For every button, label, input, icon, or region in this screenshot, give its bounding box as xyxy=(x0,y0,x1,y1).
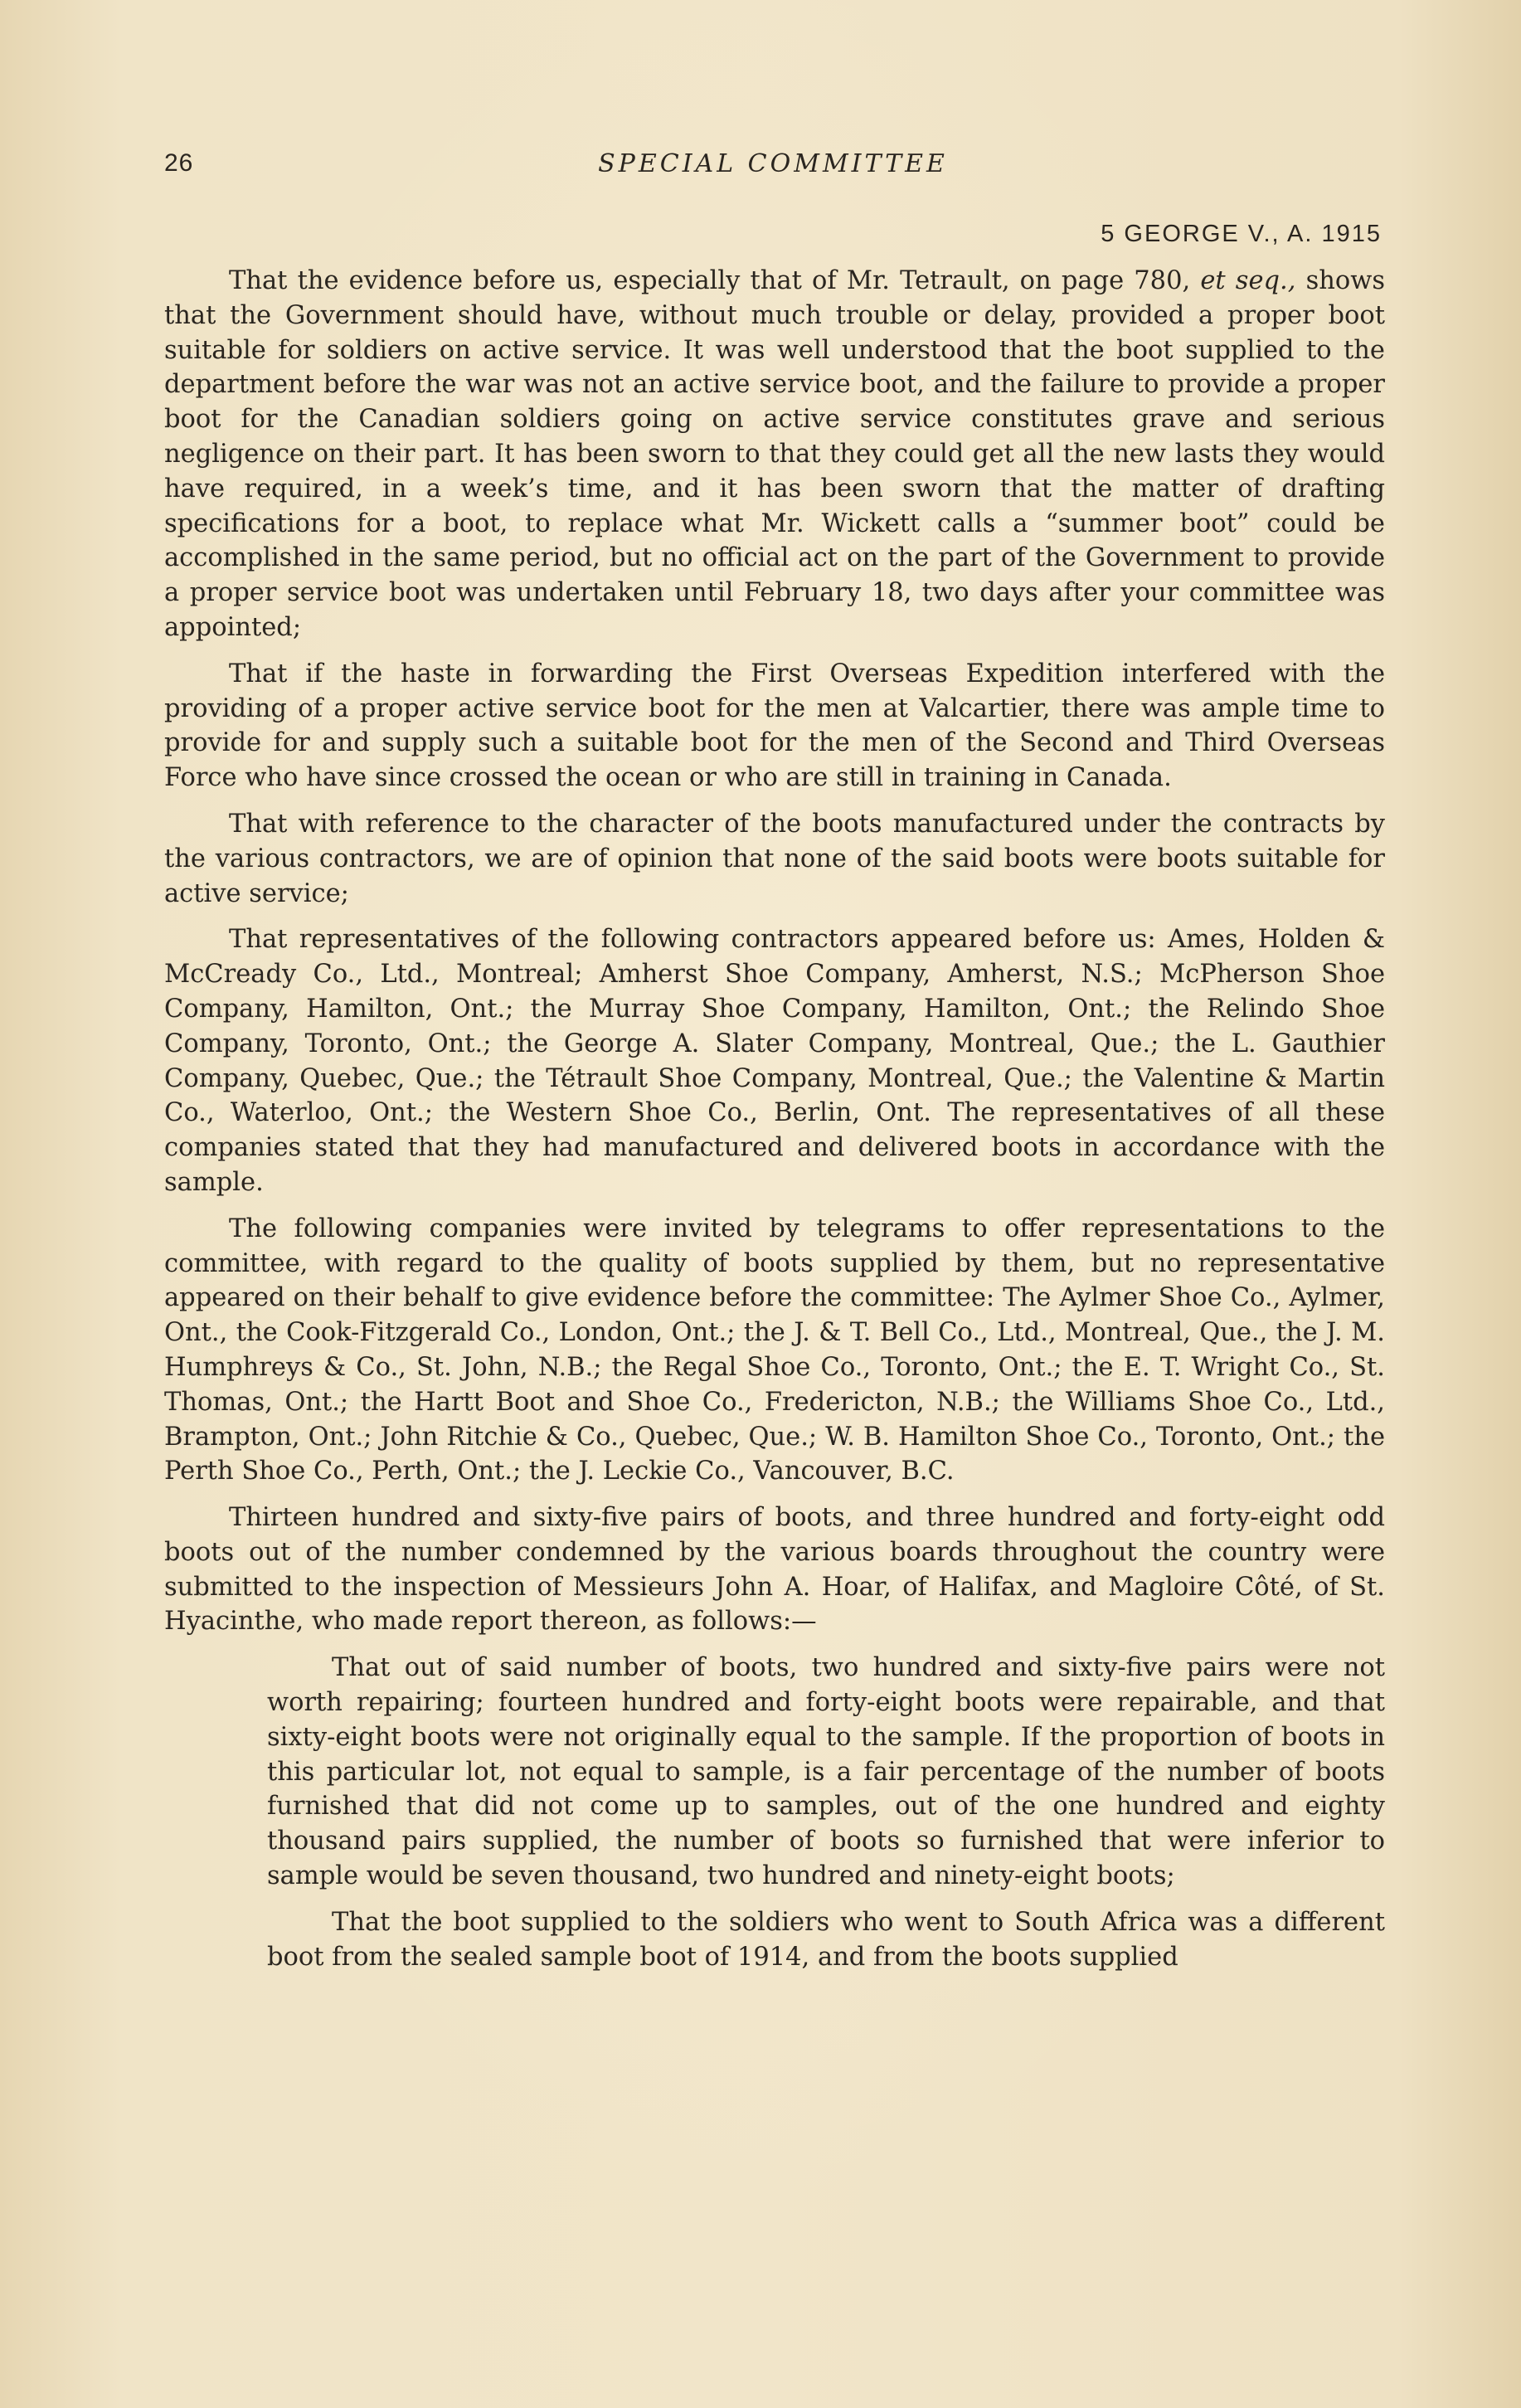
paragraph-evidence-rest: shows that the Government should have, without much trouble or delay, provided a proper boot suitable for soldiers on active service. It was well understood that the boot supplied to the department before the war was not an active service boot, and the failure to provide a proper boot for the Canadian soldiers going on active service constitutes grave and serious negligence on their part. It has been sworn to that they could get all the new lasts they would have required, in a week’s time, and it has been sworn that the matter of drafting specifications for a boot, to replace what Mr. Wickett calls a “summer boot” could be accomplished in the same period, but no official act on the part of the Government to provide a proper service boot was undertaken until February 18, two days after your committee was appointed; xyxy=(164,266,1385,642)
page-number: 26 xyxy=(164,149,194,177)
quoted-report-south-africa: That the boot supplied to the soldiers who went to South Africa was a different boot from the sealed sample boot of 1914, and from the boots supplied xyxy=(267,1907,1385,1972)
quoted-report-repair: That out of said number of boots, two hundred and sixty-five pairs were not worth repairing; fourteen hundred and forty-eight boots were repairable, and that sixty-eight boots were not originally equal to the sample. If the proportion of boots in this particular lot, not equal to sample, is a fair percentage of the number of boots furnished that did not come up to samples, out of the one hundred and eighty thousand pairs supplied, the number of boots so furnished that were inferior to sample would be seven thousand, two hundred and ninety-eight boots; xyxy=(267,1653,1385,1891)
citation-emphasis: et seq., xyxy=(1200,266,1296,295)
paragraph-companies-invited: The following companies were invited by telegrams to offer representations to the committee, with regard to the quality of boots supplied by them, but no representative appeared on their behalf to give evidence before the committee: The Aylmer Shoe Co., Aylmer, Ont., the Cook-Fitzgerald Co., London, Ont.; the J. & T. Bell Co., Ltd., Montreal, Que., the J. M. Humphreys & Co., St. John, N.B.; the Regal Shoe Co., Toronto, Ont.; the E. T. Wright Co., St. Thomas, Ont.; the Hartt Boot and Shoe Co., Fredericton, N.B.; the Williams Shoe Co., Ltd., Brampton, Ont.; John Ritchie & Co., Quebec, Que.; W. B. Hamilton Shoe Co., Toronto, Ont.; the Perth Shoe Co., Perth, Ont.; the J. Leckie Co., Vancouver, B.C. xyxy=(164,1214,1385,1486)
paragraph-evidence xyxy=(164,264,1385,645)
paragraph-contractors-appeared: That representatives of the following contractors appeared before us: Ames, Holden & McCready Co., Ltd., Montreal; Amherst Shoe Company, Amherst, N.S.; McPherson Shoe Company, Hamilton, Ont.; the Murray Shoe Company, Hamilton, Ont.; the Relindo Shoe Company, Toronto, Ont.; the George A. Slater Company, Montreal, Que.; the L. Gauthier Company, Quebec, Que.; the Tétrault Shoe Company, Montreal, Que.; the Valentine & Martin Co., Waterloo, Ont.; the Western Shoe Co., Berlin, Ont. The representatives of all these companies stated that they had manufactured and delivered boots in accordance with the sample. xyxy=(164,925,1385,1197)
paragraph-condemned-boots: Thirteen hundred and sixty-five pairs of boots, and three hundred and forty-eight odd boots out of the number condemned by the various boards throughout the country were submitted to the inspection of Messieurs John A. Hoar, of Halifax, and Magloire Côté, of St. Hyacinthe, who made report thereon, as follows:— xyxy=(164,1503,1385,1637)
paragraph-evidence-lead: That the evidence before us, especially that of Mr. Tetrault, on page 780, xyxy=(229,266,1201,295)
session-reference: 5 GEORGE V., A. 1915 xyxy=(1101,221,1382,247)
report-body xyxy=(164,264,1385,1986)
paragraph-boot-character: That with reference to the character of the boots manufactured under the contracts by the various contractors, we are of opinion that none of the said boots were boots suitable for active service; xyxy=(164,809,1385,908)
page-header xyxy=(164,149,1382,186)
paragraph-valcartier: That if the haste in forwarding the First Overseas Expedition interfered with the providing of a proper active service boot for the men at Valcartier, there was ample time to provide for and supply such a suitable boot for the men of the Second and Third Overseas Force who have since crossed the ocean or who are still in training in Canada. xyxy=(164,659,1385,793)
running-head: SPECIAL COMMITTEE xyxy=(598,149,948,178)
